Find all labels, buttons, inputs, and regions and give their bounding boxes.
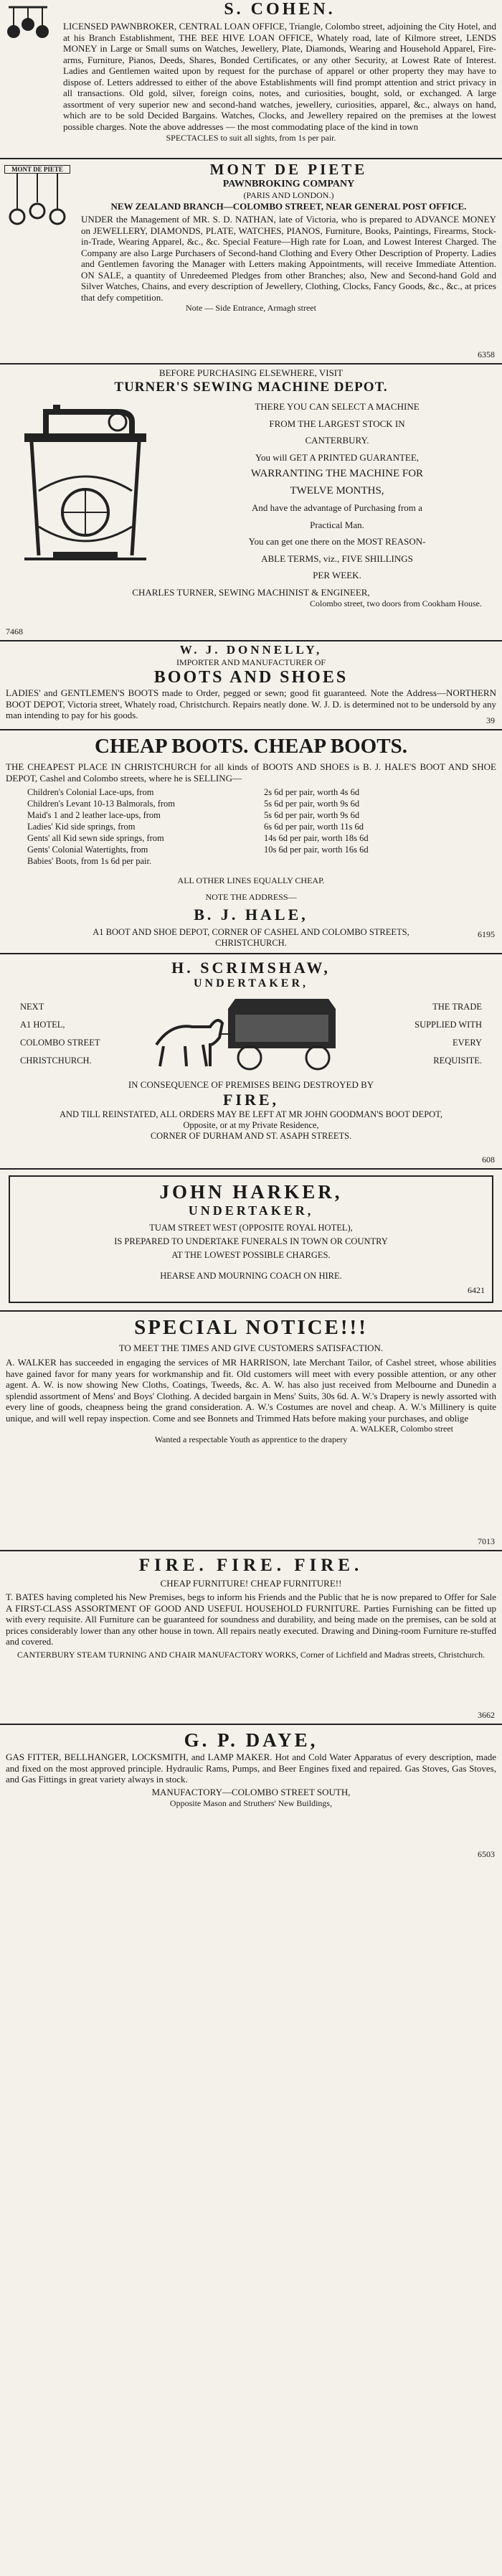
turner-title: TURNER'S SEWING MACHINE DEPOT.: [114, 380, 388, 395]
price-row: [27, 786, 496, 798]
cohen-title: S. COHEN.: [224, 0, 336, 19]
turner-addr: Colombo street, two doors from Cookham House.: [310, 598, 482, 608]
scrimshaw-corner: CORNER OF DURHAM AND ST. ASAPH STREETS.: [150, 1131, 352, 1141]
turner-line: PER WEEK.: [313, 570, 361, 580]
hale-city: CHRISTCHURCH.: [215, 938, 287, 948]
hale-headline: CHEAP BOOTS. CHEAP BOOTS.: [95, 735, 407, 758]
scrimshaw-right: [371, 998, 496, 1070]
monte-body: UNDER the Management of MR. S. D. NATHAN, late of Victoria, who is prepared to ADVANCE MONEY on JEWELLERY, DIAMONDS, PLATE, WATCHES, PIANOS, Furniture, Books, Paintings, Firearms, Stock-in-Trade, Wearing Apparel, &c., &c. Special Feature—High rate for Loan, and Lowest Interest Charged. The Company are also Large Purchasers of Second-hand Clothing and Every Other Description of Property. Ladies and Gentlemen favoring the Manager with Letters making Appointments, will receive Immediate Attention. ON SALE, a quantity of Unredeemed Pledges from other Branches; also, New and Second-hand Gold and Silver Watches, Chains, and every description of Jewellery, Clothing, Clocks, Fancy Goods, &c., &c., at prices that defy competition.: [81, 214, 496, 303]
turner-line: TWELVE MONTHS,: [290, 484, 384, 497]
harker-prepared: IS PREPARED TO UNDERTAKE FUNERALS IN TOWN OR COUNTRY: [114, 1236, 388, 1246]
daye-opp: Opposite Mason and Struthers' New Buildings,: [169, 1797, 333, 1808]
sewing-machine-icon: [10, 405, 168, 584]
price-value: 5s 6d per pair, worth 9s 6d: [264, 799, 360, 809]
turner-line: THERE YOU CAN SELECT A MACHINE: [255, 401, 420, 412]
price-value: 10s 6d per pair, worth 16s 6d: [264, 845, 369, 855]
price-item: Ladies' Kid side springs, from: [27, 822, 136, 832]
daye-ad: [0, 1726, 502, 1863]
scrimshaw-opp: Opposite, or at my Private Residence,: [183, 1120, 319, 1130]
harker-subtitle: UNDERTAKER,: [188, 1203, 314, 1218]
turner-sign: CHARLES TURNER, SEWING MACHINIST & ENGINEER,: [132, 586, 370, 598]
cohen-body: LICENSED PAWNBROKER, CENTRAL LOAN OFFICE, Triangle, Colombo street, adjoining the City Hotel, and at his Branch Establishment, THE BEE HIVE LOAN OFFICE, Whately road, late of Kilmore street, LENDS MONEY in Large or Small sums on Watches, Jewellery, Plate, Diamonds, Wearing and Household Apparel, Fire-arms, Furniture, Pianos, Deeds, Shares, Bonded Certificates, or any other Security, at Lowest Rate of Interest. Ladies and Gentlemen waited upon by request for the purchase of apparel or other property they may have to dispose of. Letters addressed to either of the above Establishments will find prompt attention and strict privacy in all transactions. Old gold, silver, foreign coins, notes, and curiosities, bought, sold, or exchanged. A large assortment of very superior new and second-hand watches, jewellery, curiosities, apparel, &c., always on hand, which are to be sold Decided Bargains. Watches, Clocks, and Jewellery repaired on the premises at the lowest possible charges. Note the above addresses — the most commodating place of the kind in town: [63, 21, 496, 132]
walker-body: A. WALKER has succeeded in engaging the services of MR HARRISON, late Merchant Tailor, of Cashel street, whose abilities have gained favor for many years for workmanship and fit. Old customers will meet with every possible attention, or any other agent. A. W. is now showing New Cloths, Coatings, Tweeds, &c. A. W. has also just received from Melbourne and Dunedin a splendid assortment of Mens' and Boys' Clothing. A decided bargain in Mens' Suits, 30s 6d. A. W.'s Drapery is newly assorted with every line of goods, cheapness being the grand consideration. A. W.'s Costumes are novel and cheap. A. W.'s Millinery is quite unique, and will well repay inspection. Come and see Bonnets and Trimmed Hats before making your purchases, and oblige: [6, 1357, 496, 1424]
bates-sub: CHEAP FURNITURE! CHEAP FURNITURE!!: [160, 1578, 342, 1589]
scrimshaw-left-line: CHRISTCHURCH.: [20, 1056, 92, 1066]
walker-sub: TO MEET THE TIMES AND GIVE CUSTOMERS SATISFACTION.: [118, 1343, 384, 1353]
daye-manufactory: MANUFACTORY—COLOMBO STREET SOUTH,: [151, 1786, 351, 1797]
price-item: Maid's 1 and 2 leather lace-ups, from: [27, 810, 161, 820]
scrimshaw-left: [6, 998, 142, 1070]
price-row: [27, 844, 496, 855]
scrimshaw-right-line: REQUISITE.: [433, 1056, 482, 1066]
monte-sign-label: MONT DE PIETE: [4, 165, 70, 174]
donnelly-big: BOOTS AND SHOES: [153, 668, 349, 687]
donnelly-subtitle: IMPORTER AND MANUFACTURER OF: [176, 657, 326, 667]
donnelly-title: W. J. DONNELLY,: [179, 643, 323, 657]
price-item: Gents' all Kid sewn side springs, from: [27, 833, 164, 843]
turner-line: And have the advantage of Purchasing from a: [252, 502, 422, 513]
walker-wanted: Wanted a respectable Youth as apprentice to the drapery: [154, 1434, 348, 1444]
daye-body: GAS FITTER, BELLHANGER, LOCKSMITH, and LAMP MAKER. Hot and Cold Water Apparatus of every description, made and fixed on the most approved principle. Hydraulic Rams, Pumps, and Beer Engines fixed and repaired. Gas Stoves, Gas Stoves, and Gas Fittings in great variety always in stock.: [6, 1752, 496, 1785]
daye-title: G. P. DAYE,: [184, 1729, 318, 1751]
hale-others: ALL OTHER LINES EQUALLY CHEAP.: [177, 875, 325, 885]
daye-number: 6503: [478, 1849, 495, 1859]
pawnbroker-balls-icon: [3, 4, 53, 47]
turner-line: WARRANTING THE MACHINE FOR: [250, 468, 424, 479]
hale-note: NOTE THE ADDRESS—: [205, 892, 297, 902]
price-value: 2s 6d per pair, worth 4s 6d: [264, 787, 360, 797]
donnelly-ad: [0, 643, 502, 730]
turner-ad: [0, 366, 502, 641]
monte-note: Note — Side Entrance, Armagh street: [186, 303, 316, 313]
bates-works: CANTERBURY STEAM TURNING AND CHAIR MANUFACTORY WORKS, Corner of Lichfield and Madras streets, Christchurch.: [16, 1649, 486, 1660]
donnelly-number: 39: [486, 715, 495, 725]
hale-price-list: [27, 786, 496, 867]
turner-line: Practical Man.: [310, 519, 364, 530]
monte-sign: [4, 165, 70, 235]
harker-addr: TUAM STREET WEST (OPPOSITE ROYAL HOTEL),: [149, 1223, 353, 1233]
turner-number: 7468: [6, 626, 23, 636]
hale-number: 6195: [478, 929, 495, 939]
turner-line: You can get one there on the MOST REASON-: [248, 536, 426, 547]
donnelly-body: LADIES' and GENTLEMEN'S BOOTS made to Order, pegged or sewn; good fit guaranteed. Note the Address—NORTHERN BOOT DEPOT, Victoria street, Whately road, Christchurch. Repairs neatly done. W. J. D. is determined not to be undersold by any man intending to pay for his goods.: [6, 687, 496, 720]
monte-paren: (PARIS AND LONDON.): [243, 190, 334, 200]
harker-ad: [0, 1171, 502, 1312]
harker-lowest: AT THE LOWEST POSSIBLE CHARGES.: [171, 1250, 331, 1260]
scrimshaw-number: 608: [482, 1155, 495, 1165]
price-item: Gents' Colonial Watertights, from: [27, 845, 148, 855]
turner-pre: BEFORE PURCHASING ELSEWHERE, VISIT: [158, 367, 344, 378]
monte-title: MONT DE PIETE: [209, 161, 368, 178]
harker-title: JOHN HARKER,: [159, 1181, 343, 1203]
price-value: 6s 6d per pair, worth 11s 6d: [264, 822, 364, 832]
bates-number: 3662: [478, 1710, 495, 1720]
scrimshaw-right-line: THE TRADE: [432, 1002, 482, 1012]
scrimshaw-left-line: NEXT: [20, 1002, 44, 1012]
price-value: 14s 6d per pair, worth 18s 6d: [264, 833, 369, 843]
scrimshaw-right-line: EVERY: [453, 1038, 482, 1048]
price-item: Children's Colonial Lace-ups, from: [27, 787, 154, 797]
walker-sign: A. WALKER, Colombo street: [349, 1424, 453, 1434]
turner-line: ABLE TERMS, viz., FIVE SHILLINGS: [261, 553, 413, 564]
monte-number: 6358: [478, 349, 495, 359]
scrimshaw-right-line: SUPPLIED WITH: [415, 1020, 482, 1030]
harker-hearse: HEARSE AND MOURNING COACH ON HIRE.: [160, 1271, 342, 1281]
cohen-ad: [0, 0, 502, 159]
price-row: [27, 798, 496, 809]
hale-addr: A1 BOOT AND SHOE DEPOT, CORNER OF CASHEL AND COLOMBO STREETS,: [93, 927, 409, 937]
price-row: [27, 809, 496, 821]
scrimshaw-left-line: A1 HOTEL,: [20, 1020, 65, 1030]
hale-name: B. J. HALE,: [194, 906, 308, 923]
scrimshaw-title: H. SCRIMSHAW,: [171, 959, 331, 977]
turner-lines: [178, 398, 496, 584]
bates-headline: FIRE. FIRE. FIRE.: [138, 1556, 364, 1575]
hale-intro: THE CHEAPEST PLACE IN CHRISTCHURCH for all kinds of BOOTS AND SHOES is B. J. HALE'S BOOT AND SHOE DEPOT, Cashel and Colombo streets, where he is SELLING—: [6, 761, 496, 784]
scrimshaw-subtitle: UNDERTAKER,: [193, 977, 309, 989]
scrimshaw-orders: AND TILL REINSTATED, ALL ORDERS MAY BE LEFT AT MR JOHN GOODMAN'S BOOT DEPOT,: [59, 1109, 443, 1119]
scrimshaw-fire: FIRE,: [222, 1091, 280, 1109]
bates-ad: [0, 1553, 502, 1725]
turner-line: You will GET A PRINTED GUARANTEE,: [255, 451, 420, 463]
walker-headline: SPECIAL NOTICE!!!: [134, 1316, 368, 1339]
harker-number: 6421: [468, 1285, 485, 1295]
walker-ad: [0, 1313, 502, 1551]
scrimshaw-left-line: COLOMBO STREET: [20, 1038, 100, 1048]
turner-line: FROM THE LARGEST STOCK IN: [269, 418, 405, 429]
hearse-icon: [142, 995, 371, 1073]
monte-ad: [0, 161, 502, 365]
cohen-spectacles: SPECTACLES to suit all sights, from 1s per pair.: [166, 133, 336, 143]
price-value: 5s 6d per pair, worth 9s 6d: [264, 810, 360, 820]
bates-body: T. BATES having completed his New Premises, begs to inform his Friends and the Public that he is now prepared to Offer for Sale A FIRST-CLASS ASSORTMENT OF GOOD AND USEFUL HOUSEHOLD FURNITURE. Parties Furnishing can be fitted up with every requisite. All Furniture can be guaranteed for soundness and durability, and being made on the premises, can be sold at prices considerably lower than any other house in town. All repairs neatly executed. Drawing and Dining-room Furniture re-stuffed and covered.: [6, 1592, 496, 1647]
turner-line: CANTERBURY.: [305, 435, 369, 446]
hale-babies: Babies' Boots, from 1s 6d per pair.: [27, 856, 152, 866]
price-row: [27, 821, 496, 832]
monte-subtitle: PAWNBROKING COMPANY: [222, 179, 355, 189]
scrimshaw-consequence: IN CONSEQUENCE OF PREMISES BEING DESTROYED BY: [128, 1079, 374, 1090]
walker-number: 7013: [478, 1536, 495, 1546]
pawn-balls-icon: [4, 174, 70, 231]
price-item: Children's Levant 10-13 Balmorals, from: [27, 799, 176, 809]
scrimshaw-ad: [0, 956, 502, 1170]
price-row: [27, 832, 496, 844]
monte-branch: NEW ZEALAND BRANCH—COLOMBO STREET, NEAR GENERAL POST OFFICE.: [110, 201, 467, 212]
hale-ad: [0, 732, 502, 954]
